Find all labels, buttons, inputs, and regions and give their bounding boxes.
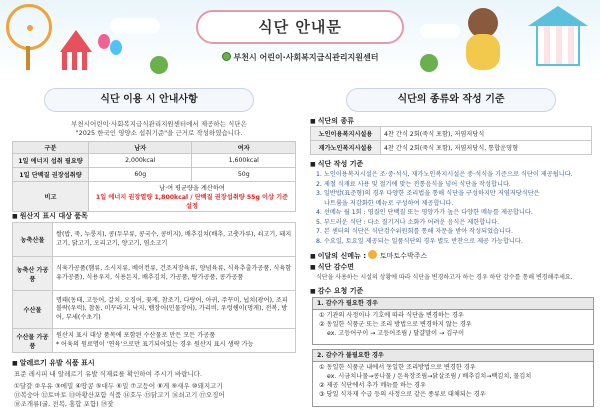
table-cell: 1일 단백질 권장섭취량 [13,168,89,182]
box-body [313,362,593,400]
allergy-intro: 표준 레시피 내 알레르기 유발 식재료를 확인하여 주시기 바랍니다. [14,370,203,378]
list-text: 수요일, 토요일 제공되는 일품식단의 경우 별도 반찬으로 제공 가능합니다. [323,237,523,245]
list-item [316,227,598,237]
ferris-wheel-icon [6,4,52,50]
table-row [311,141,592,155]
reduce-title: ■ 식단 감수면 [310,262,354,272]
table-row [311,127,592,141]
circus-tent-icon [60,30,92,52]
table-row [13,329,296,353]
kinds-title: ■ 식단의 종류 [310,116,354,126]
box-line: ① 동일한 식품군 내에서 동일한 조리방법으로 변경한 경우 [319,364,476,371]
origin-table [12,222,296,353]
table-header: 구분 [13,142,89,154]
list-item [316,218,598,228]
box-line: ② 제공 식단에서 추가 메뉴를 하는 경우 [319,382,427,389]
box-line: ③ 당일 식자재 수급 등의 사정으로 같은 종류로 대체되는 경우 [319,391,486,398]
nutrition-table [12,141,296,212]
table-cell: 재가노인복지시설용 [311,141,381,155]
table-cell: 노인이용복지시설용 [311,127,381,141]
allergy-title: ■ 알레르기 유발 식품 표시 [12,358,95,368]
box-title: 1. 감수가 필요한 경우 [313,298,593,310]
note-line-1: 남·여 평균량을 계산하여 [159,185,225,192]
box-title: 2. 감수가 불필요한 경우 [313,350,593,362]
cloud-decoration [420,24,460,38]
list-num: 8. [316,237,322,245]
reduce-text: 식단을 사용하는 시설의 상황에 따라 식단을 변경하고자 하는 경우 하단 감수를 통해 변경해주세요. [316,274,573,281]
table-cell: 농축산 가공품 [13,257,53,291]
origin-text: 원산지 표시 대상 품목에 포함된 수산물로 만든 모든 가공품 [56,332,216,339]
table-cell: 50g [192,168,296,182]
intro-text [14,120,304,138]
header-banner [0,0,600,78]
carousel-roof-icon [528,6,588,26]
allergy-line: ⑱조개류(굴, 전복, 홍합 포함) ⑲잣 [14,400,114,408]
table-cell: 1,600kcal [192,154,296,168]
table-row [13,291,296,329]
allergy-line: ⑪복숭아 ⑫토마토 ⑬아황산포함 식품 ⑭호두 ⑮닭고기 ⑯쇠고기 ⑰오징어 [14,391,225,399]
kinds-table [310,126,592,155]
table-cell: 명태(동태, 고등어, 갈치, 오징어, 꽃게, 참조기, 다랑어, 아귀, 주꾸미, 넙치(광어), 조피볼락(우럭), 참돔, 미꾸라지, 낙지, 뱀장어(민물장어), 가리비, 우렁쉥이(멍게), 전복, 방어, 부세(수초기) [53,291,296,329]
org-name [0,52,600,63]
table-row [13,223,296,257]
box-line: ② 동일한 식품군 또는 조리 방법으로 변경하지 않는 경우 [319,321,472,328]
new-menu-text: 토마토수박주스 [379,252,428,260]
table-row [13,168,296,182]
table-cell: 쌀(밥, 죽, 누룽지), 콩(두부류, 콩국수, 콩비지), 배추김치(배추, 고춧가루), 쇠고기, 돼지고기, 닭고기, 오리고기, 양고기, 염소고기 [53,223,296,257]
origin-footnote: * 어육의 원료명이 '연육'으로만 표기되어있는 경우 원산지 표시 생략 가능 [56,340,254,348]
list-item [316,189,598,199]
table-cell: 1일 에너지 섭취 필요량 [13,154,89,168]
table-cell: 수산물 가공품 [13,329,53,353]
table-cell: 60g [89,168,192,182]
box-body [313,310,593,339]
list-text: 부드러운 식단 : 다소 질기거나 소화가 어려운 음식은 제한합니다. [323,218,500,226]
allergy-line: ①달걀 ②우유 ③메밀 ④땅콩 ⑤대두 ⑥밀 ⑦고등어 ⑧게 ⑨새우 ⑩돼지고기 [14,382,223,390]
intro-line-1: 부천시어린이·사회복지급식관리지원센터에서 제공하는 식단은 [71,120,247,128]
table-header: 남자 [89,142,192,154]
box-line: ex. 시금치나물→콩나물 / 돈육장조림→닭살조림 / 배추김치→백김치, 물김치 [327,373,532,380]
table-cell: 비고 [13,182,89,212]
balloon-icon [98,34,110,49]
new-menu-icon [368,250,377,259]
list-num: 3. [316,190,322,197]
table-cell: 4찬 간식 2회(죽식 포함), 저염저당식, 통합운영형 [381,141,592,155]
box-line: ex. 고등어구이 → 고등어조림 / 달걀말이 → 김구이 [327,330,465,337]
list-item [316,180,598,190]
right-section-title: 식단의 종류와 작성 기준 [346,88,556,112]
list-text: 선메뉴 월 1회 : 영질인 단백질 또는 영양가가 높은 다양한 메뉴를 제공합니다. [323,209,533,216]
table-cell [53,329,296,353]
box-review-needed [312,297,594,345]
table-cell: 식육가공품(햄류, 소시지류, 베이컨류, 건조저장육류, 양념육류, 식육추출가공품, 식육함유가공품), 식용우지, 식용돈지, 배추김치, 가공품, 탕가공품, 콩가공품 [53,257,296,291]
org-name-text: 부천시 어린이·사회복지급식관리지원센터 [233,53,379,62]
list-text: 일반밥(표준형)의 경우 다양한 조리법을 통해 식단을 구성하지만 저염저당식단은 [323,190,540,197]
cloud-decoration [110,18,160,34]
list-num: 5. [316,218,322,226]
list-text: 나트륨을 저감화한 메뉴로 구성하여 제공합니다. [324,199,454,207]
list-text: 본 센터의 식단은 식단검수위원회를 통해 자문을 받아 작성되었습니다. [323,228,513,235]
table-cell: 농축산물 [13,223,53,257]
list-item [316,208,598,218]
table-row [13,182,296,212]
origin-title: ■ 원산지 표시 대상 품목 [12,211,88,221]
list-num: 4. [316,209,322,216]
intro-line-2: "2025 한국인 영양소 섭취기준"을 근거로 작성하였습니다. [75,129,243,137]
list-text: 노인이용복지시설은 조·중·석식, 재가노인복지시설은 중·석식을 기준으로 식단이 제공됩니다. [323,171,573,178]
list-num: 1. [316,171,322,178]
list-item [316,170,598,180]
table-cell: 수산물 [13,291,53,329]
table-cell: 4찬 간식 2회(죽식 포함), 저염저당식 [381,127,592,141]
allergy-list [14,382,304,409]
change-title: ■ 감수 요청 기준 [310,286,363,296]
list-num: 7. [316,228,322,235]
box-review-not-needed [312,349,594,407]
org-logo-icon [222,52,231,61]
new-menu-label: 이달의 신메뉴 : [317,252,367,260]
table-note-cell [89,182,296,212]
table-header: 여자 [192,142,296,154]
table-cell: 2,000kcal [89,154,192,168]
page-title-box [196,10,404,44]
note-line-2: 1일 에너지 권장열량 1,800kcal / 단백질 권장섭취량 55g 이상 기준 설정 [95,194,289,210]
page-title: 식단 안내문 [258,18,342,36]
table-row [13,154,296,168]
list-item [316,237,598,247]
table-row [13,257,296,291]
new-menu-row [310,250,427,261]
criteria-list [316,170,598,246]
box-line: ① 기관의 사정이나 기호에 따라 식단을 변경하는 경우 [319,312,464,319]
table-header-row [13,142,296,154]
list-num: 2. [316,180,322,188]
left-section-title: 식단 이용 시 안내사항 [44,88,254,112]
list-text: 제철 식재료 사용 및 절기에 맞는 전통음식을 넣어 식단을 작성합니다. [323,180,511,188]
list-item [316,199,598,209]
criteria-title: ■ 식단 작성 기준 [310,159,363,169]
